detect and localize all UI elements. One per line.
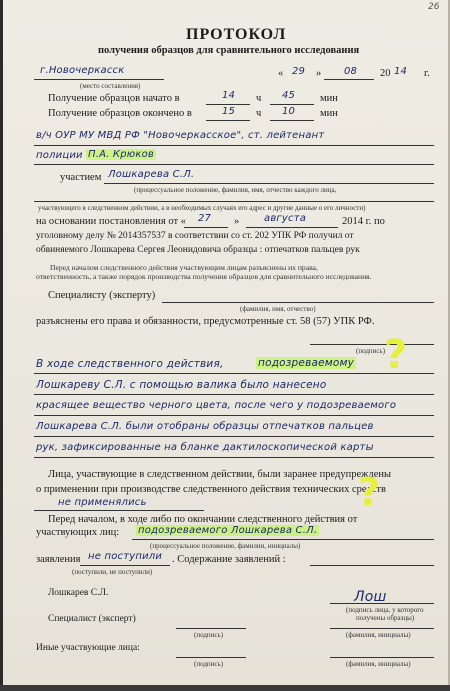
decree-day: 27 [198, 213, 212, 224]
date-year-suffix: г. [424, 68, 430, 79]
statements-tail: . Содержание заявлений : [172, 554, 286, 565]
others-label: Иные участвующие лица: [36, 643, 140, 653]
handwritten-line-5: рук, зафиксированные на бланке дактилоскопической карты [36, 442, 374, 453]
participant-name: Лошкарева С.Л. [108, 169, 195, 180]
participant-caption: (процессуальное положение, фамилия, имя, отчество каждого лица, [134, 186, 337, 194]
before-line-2: участвующих лиц: [36, 527, 120, 538]
end-label: Получение образцов окончено в [48, 108, 192, 119]
rights-sign-caption: (подпись) [356, 347, 386, 355]
scan-bottom-edge [0, 685, 450, 691]
handwritten-line-1b: подозреваемому [258, 357, 355, 369]
statements-value: не поступили [88, 551, 163, 562]
before-caption: (процессуальное положение, фамилии, инициалы) [150, 542, 301, 550]
handwritten-line-2: Лошкареву С.Л. с помощью валика было нанесено [36, 379, 327, 391]
warning-value: не применялись [58, 497, 147, 508]
date-month: 08 [344, 66, 358, 77]
before-line-1: Перед началом, в ходе либо по окончании следственного действия от [48, 514, 358, 525]
end-minute: 10 [282, 106, 296, 117]
case-line: уголовному делу № 2014357537 в соответствии со ст. 202 УПК РФ получил от [36, 231, 354, 241]
handwritten-line-4: Лошкарева С.Л. были отобраны образцы отпечатков пальцев [36, 421, 374, 432]
statements-label: заявления [36, 554, 81, 565]
scan-left-edge [0, 0, 3, 691]
handwritten-line-3: красящее вещество черного цвета, после чего у подозреваемого [36, 400, 397, 411]
officer-line-2-prefix: полиции [36, 150, 83, 161]
before-value: подозреваемого Лошкарева С.Л. [138, 525, 318, 536]
warning-line-1: Лица, участвующие в следственном действии, были заранее предупреждены [48, 469, 392, 480]
warning-line-2: о применении при производстве следственного действия технических средств [36, 484, 386, 495]
document-subtitle: получения образцов для сравнительного исследования [98, 45, 360, 56]
expert-label: Специалисту (эксперту) [48, 290, 156, 301]
others-name-caption: (фамилия, инициалы) [346, 660, 411, 668]
officer-name: П.А. Крюков [88, 149, 155, 160]
handwritten-line-1a: В ходе следственного действия, [36, 358, 224, 370]
decree-prefix: на основании постановления от « [36, 216, 186, 227]
date-day: 29 [292, 66, 306, 77]
page-number: 26 [428, 2, 440, 12]
start-hour: 14 [222, 90, 236, 101]
end-hour: 15 [222, 106, 236, 117]
place-value: г.Новочеркасск [40, 65, 125, 76]
highlighter-question-mark-bottom: ? [358, 470, 381, 514]
rights-line: разъяснены его права и обязанности, предусмотренные ст. 58 (57) УПК РФ. [36, 316, 375, 327]
signer-1-name: Лошкарев С.Л. [48, 588, 109, 598]
decree-month: августа [264, 213, 307, 224]
signer-1-signature: Лош [354, 589, 387, 605]
specialist-sign-caption: (подпись) [194, 631, 224, 639]
highlighter-question-mark-top: ? [384, 332, 408, 378]
date-year-prefix: 20 [380, 68, 391, 79]
expert-caption: (фамилия, имя, отчество) [240, 305, 316, 313]
participant-label: участием [60, 172, 102, 183]
signer-1-caption: (подпись лица, у которого [346, 606, 424, 614]
start-label: Получение образцов начато в [48, 93, 180, 104]
case-line-2: обвиняемого Лошкарева Сергея Леонидовича образцы : отпечатков пальцев рук [36, 245, 360, 255]
others-sign-caption: (подпись) [194, 660, 224, 668]
statements-caption: (поступили, не поступили) [72, 568, 153, 576]
specialist-label: Специалист (эксперт) [48, 614, 136, 624]
intro-line-1: Перед началом следственного действия участвующим лицам разъяснены их права, [50, 263, 318, 272]
officer-line-1: в/ч ОУР МУ МВД РФ "Новочеркасское", ст. лейтенант [36, 130, 325, 141]
document-title: ПРОТОКОЛ [186, 26, 287, 43]
place-caption: (место составления) [80, 82, 141, 90]
intro-line-2: ответственность, а также порядок производства получения образцов для сравнительного исследования. [36, 272, 372, 281]
protocol-page: 26 ПРОТОКОЛ получения образцов для сравнительного исследования г.Новочеркасск (место составления) « 29 » 08 20 14 г. Получение образцов начато в 14 ч 45 мин Получение образцов окончено в 15 ч 10 мин в/ч ОУР МУ МВД РФ "Новочеркасское", ст. лейтенант полиции П.А. Крюков участием Лошкарева С.Л. (процессуальное положение, фамилия, имя, отчество каждого лица, участвующего в следственном действии, а в необходимых случаях его адрес и другие данные о его личности) на основании постановления от « 27 » августа 2014 г. по уголовному делу № 2014357537 в соответствии со ст. 202 УПК РФ получил от обвиняемого Лошкарева Сергея Леонидовича образцы : отпечатков пальцев рук Перед началом следственного действия участвующим лицам разъяснены их права, ответственность, а также порядок производства получения образцов для сравнительного исследования. Специалисту (эксперту) (фамилия, имя, отчество) разъяснены его права и обязанности, предусмотренные ст. 58 (57) УПК РФ. (подпись) В ходе следственного действия, подозреваемому Лошкареву С.Л. с помощью валика было нанесено красящее вещество черного цвета, после чего у подозреваемого Лошкарева С.Л. были отобраны образцы отпечатков пальцев рук, зафиксированные на бланке дактилоскопической карты ? Лица, участвующие в следственном действии, были заранее предупреждены о применении при производстве следственного действия технических средств не применялись ? Перед началом, в ходе либо по окончании следственного действия от участвующих лиц: подозреваемого Лошкарева С.Л. (процессуальное положение, фамилии, инициалы) заявления не поступили . Содержание заявлений : (поступили, не поступили) Лошкарев С.Л. Лош (подпись лица, у которого получены образцы) Специалист (эксперт) (подпись) (фамилия, инициалы) Иные участвующие лица: (подпись) (фамилия, инициалы) [0, 0, 450, 691]
date-year: 14 [394, 66, 408, 77]
participant-caption-2: участвующего в следственном действии, а в необходимых случаях его адрес и другие данные о его личности) [38, 204, 366, 212]
signer-1-caption-2: получены образцы) [356, 614, 415, 622]
decree-year: 2014 г. по [342, 216, 385, 227]
specialist-name-caption: (фамилия, инициалы) [346, 631, 411, 639]
start-minute: 45 [282, 90, 296, 101]
